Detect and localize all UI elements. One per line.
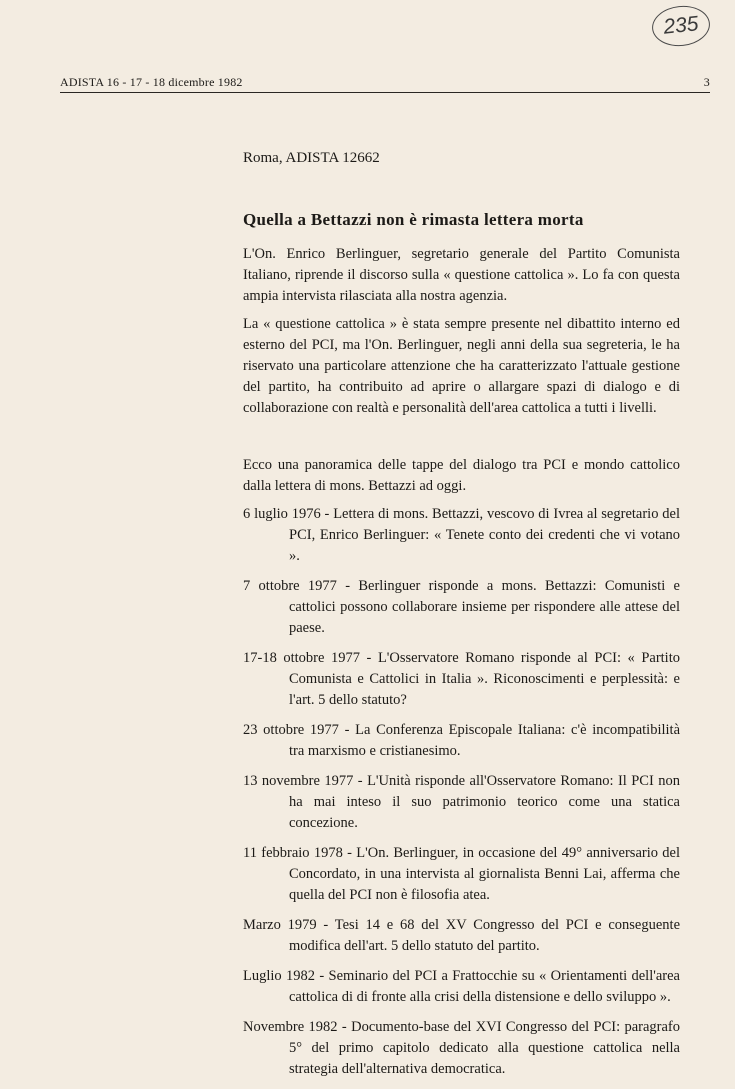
- timeline-date: 7 ottobre 1977: [243, 578, 337, 594]
- timeline-text: Documento-base del XVI Congresso del PCI: paragrafo 5° del primo capitolo dedicato alla questione cattolica nella strategia dell'alternativa democratica.: [289, 1019, 680, 1077]
- timeline-date: 17-18 ottobre 1977: [243, 650, 360, 666]
- timeline-item: Marzo 1979 - Tesi 14 e 68 del XV Congresso del PCI e conseguente modifica dell'art. 5 dello statuto del partito.: [243, 917, 681, 954]
- paragraph-intro: L'On. Enrico Berlinguer, segretario generale del Partito Comunista Italiano, riprende il discorso sulla « questione cattolica ». Lo fa con questa ampia intervista rilasciata alla nostra agenzia.: [243, 246, 680, 304]
- timeline-date: Luglio 1982: [243, 968, 316, 984]
- timeline-item: Novembre 1982 - Documento-base del XVI Congresso del PCI: paragrafo 5° del primo capitolo dedicato alla questione cattolica nella strategia dell'alternativa democratica.: [243, 1019, 680, 1077]
- timeline-item: 7 ottobre 1977 - Berlinguer risponde a mons. Bettazzi: Comunisti e cattolici possono collaborare insieme per rispondere alle attese del paese.: [243, 578, 680, 636]
- timeline-list: [243, 504, 680, 1080]
- timeline-date: 23 ottobre 1977: [243, 722, 339, 738]
- timeline-date: 6 luglio 1976: [243, 506, 321, 522]
- timeline-item: 6 luglio 1976 - Lettera di mons. Bettazzi, vescovo di Ivrea al segretario del PCI, Enrico Berlinguer: « Tenete conto dei credenti che vi votano ».: [243, 506, 680, 564]
- timeline-item: 23 ottobre 1977 - La Conferenza Episcopale Italiana: c'è incompatibilità tra marxismo e cristianesimo.: [243, 722, 681, 759]
- page-stamp: 235: [650, 3, 712, 49]
- page-number: 3: [703, 75, 710, 89]
- timeline-text: Tesi 14 e 68 del XV Congresso del PCI e conseguente modifica dell'art. 5 dello statuto del partito.: [289, 917, 681, 954]
- publication-date: ADISTA 16 - 17 - 18 dicembre 1982: [60, 75, 243, 89]
- header-rule: [60, 92, 710, 93]
- timeline-text: Lettera di mons. Bettazzi, vescovo di Ivrea al segretario del PCI, Enrico Berlinguer: « Tenete conto dei credenti che vi votano ».: [289, 506, 680, 564]
- article: [243, 148, 680, 1089]
- timeline-item: 17-18 ottobre 1977 - L'Osservatore Romano risponde al PCI: « Partito Comunista e Cattolici in Italia ». Riconoscimenti e perplessità: e l'art. 5 dello statuto?: [243, 650, 680, 708]
- timeline-date: Novembre 1982: [243, 1019, 338, 1035]
- timeline-date: 13 novembre 1977: [243, 773, 354, 789]
- dateline: Roma, ADISTA 12662: [243, 150, 380, 166]
- timeline-text: L'Osservatore Romano risponde al PCI: « Partito Comunista e Cattolici in Italia ». Riconoscimenti e perplessità: e l'art. 5 dello statuto?: [289, 650, 680, 708]
- paragraph-context: La « questione cattolica » è stata sempre presente nel dibattito interno ed esterno del PCI, ma l'On. Berlinguer, negli anni della sua segreteria, le ha riservato una particolare attenzione che ha caratterizzato l'attuale gestione del partito, ha contribuito ad aprire o allargare spazi di dialogo e di collaborazione con realtà e personalità dell'area cattolica a tutti i livelli.: [243, 316, 680, 416]
- timeline-text: Berlinguer risponde a mons. Bettazzi: Comunisti e cattolici possono collaborare insieme per rispondere alle attese del paese.: [289, 578, 680, 636]
- paragraph-overview: Ecco una panoramica delle tappe del dialogo tra PCI e mondo cattolico dalla lettera di mons. Bettazzi ad oggi.: [243, 457, 680, 494]
- timeline-text: Seminario del PCI a Frattocchie su « Orientamenti dell'area cattolica di di fronte alla crisi della distensione e dello sviluppo ».: [289, 968, 680, 1005]
- timeline-text: L'Unità risponde all'Osservatore Romano: Il PCI non ha mai inteso il suo patrimonio teorico come una statica concezione.: [289, 773, 680, 831]
- timeline-date: Marzo 1979: [243, 917, 317, 933]
- timeline-item: Luglio 1982 - Seminario del PCI a Frattocchie su « Orientamenti dell'area cattolica di di fronte alla crisi della distensione e dello sviluppo ».: [243, 968, 680, 1005]
- timeline-item: 11 febbraio 1978 - L'On. Berlinguer, in occasione del 49° anniversario del Concordato, in una intervista al giornalista Benni Lai, afferma che quella del PCI non è filosofia atea.: [243, 845, 680, 903]
- article-title: Quella a Bettazzi non è rimasta lettera morta: [243, 210, 584, 229]
- timeline-text: La Conferenza Episcopale Italiana: c'è incompatibilità tra marxismo e cristianesimo.: [289, 722, 681, 759]
- timeline-text: L'On. Berlinguer, in occasione del 49° anniversario del Concordato, in una intervista al giornalista Benni Lai, afferma che quella del PCI non è filosofia atea.: [289, 845, 680, 903]
- timeline-date: 11 febbraio 1978: [243, 845, 343, 861]
- timeline-item: 13 novembre 1977 - L'Unità risponde all'Osservatore Romano: Il PCI non ha mai inteso il suo patrimonio teorico come una statica concezione.: [243, 773, 680, 831]
